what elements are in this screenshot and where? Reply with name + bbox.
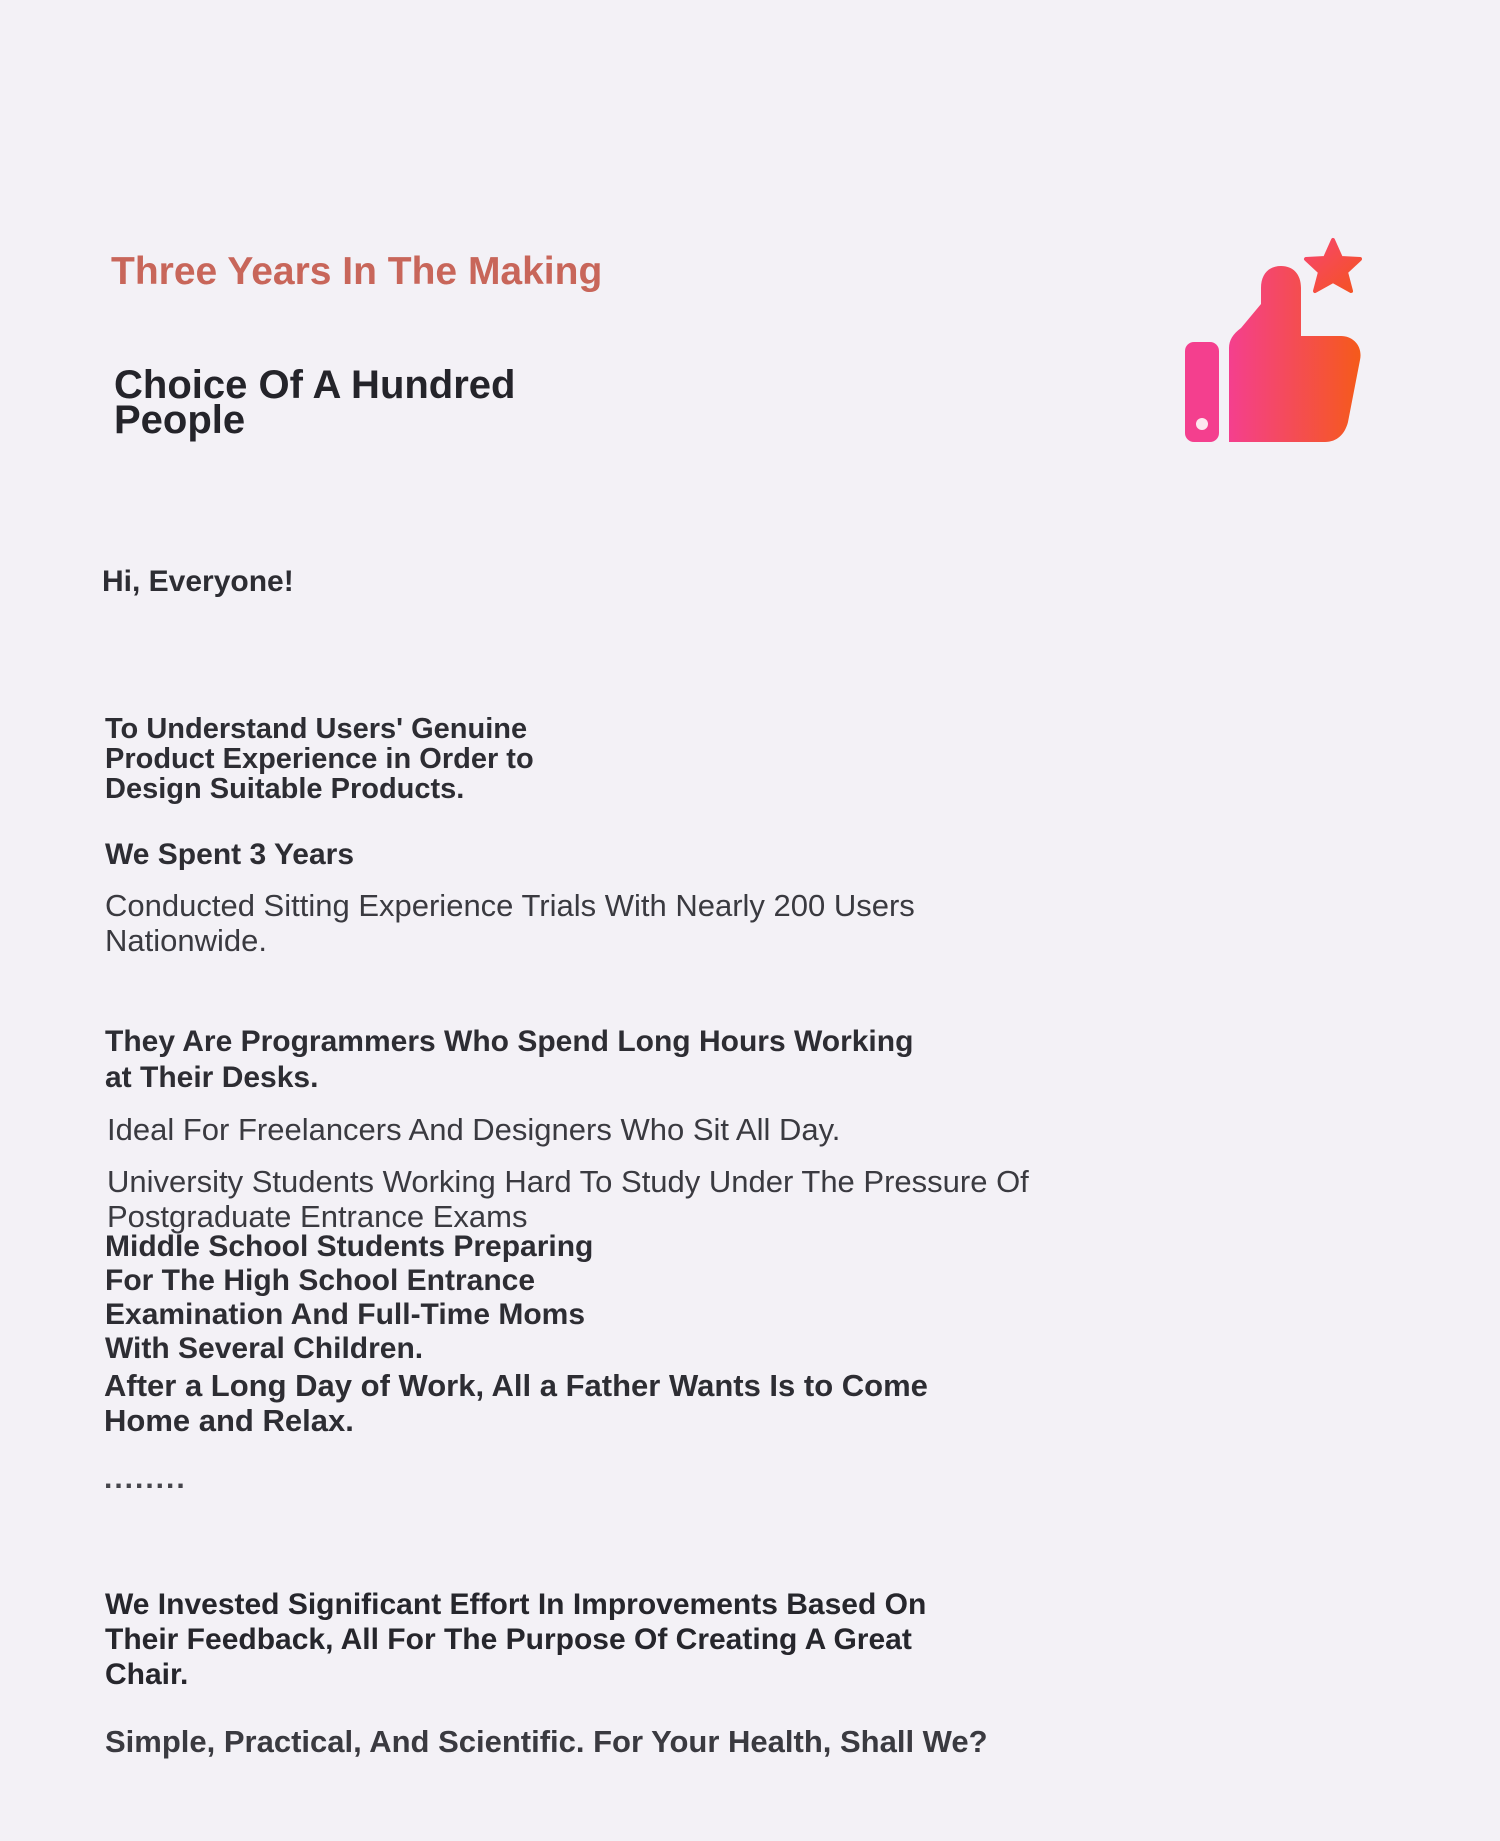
freelancers-paragraph: Ideal For Freelancers And Designers Who Sit All Day. xyxy=(107,1112,841,1147)
father-paragraph: After a Long Day of Work, All a Father Wants Is to Come Home and Relax. xyxy=(104,1368,928,1438)
page-title: Choice Of A Hundred People xyxy=(114,363,516,442)
thumbs-up-star-icon xyxy=(1155,236,1365,446)
trials-paragraph: Conducted Sitting Experience Trials With Nearly 200 Users Nationwide. xyxy=(105,888,915,958)
university-paragraph: University Students Working Hard To Study Under The Pressure Of Postgraduate Entrance Exams xyxy=(107,1164,1029,1234)
ellipsis-divider: ........ xyxy=(104,1462,187,1495)
invested-paragraph: We Invested Significant Effort In Improvements Based On Their Feedback, All For The Purpose Of Creating A Great Chair. xyxy=(105,1588,927,1691)
intro-paragraph: To Understand Users' Genuine Product Experience in Order to Design Suitable Products. xyxy=(105,713,534,805)
programmers-paragraph: They Are Programmers Who Spend Long Hours Working at Their Desks. xyxy=(105,1025,914,1094)
closing-paragraph: Simple, Practical, And Scientific. For Your Health, Shall We? xyxy=(105,1724,988,1759)
years-paragraph: We Spent 3 Years xyxy=(105,838,355,871)
section-tagline: Three Years In The Making xyxy=(111,250,603,293)
greeting: Hi, Everyone! xyxy=(102,565,294,598)
middle-school-paragraph: Middle School Students Preparing For The High School Entrance Examination And Full-Time Moms With Several Children. xyxy=(105,1230,594,1365)
